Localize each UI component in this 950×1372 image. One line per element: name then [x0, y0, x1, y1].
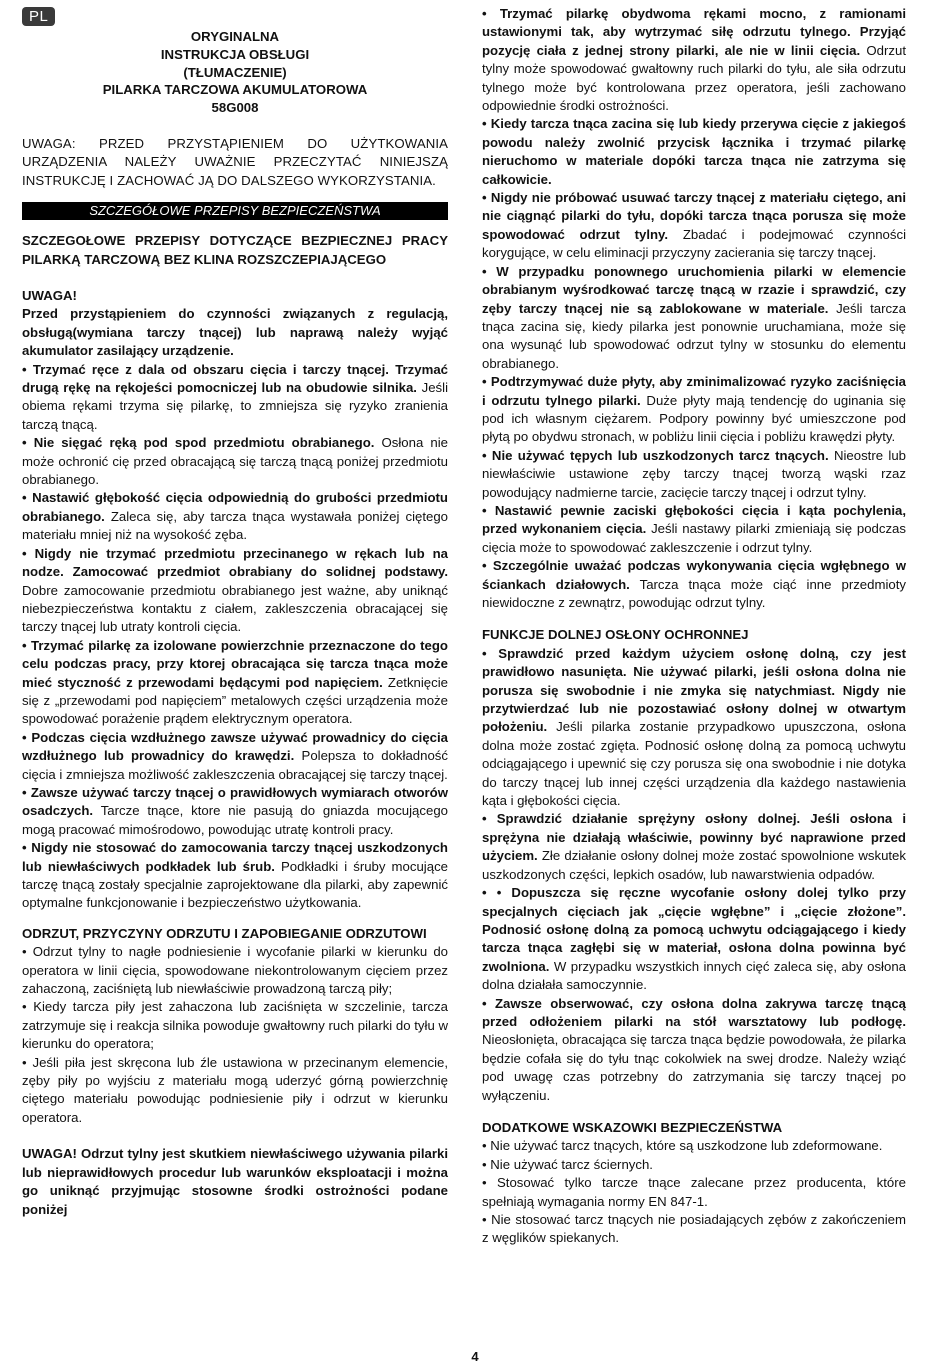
safety-item — [22, 839, 448, 913]
safety-item-text: Osłona nie może ochronić cię przed obracającą się tarczą tnącą poniżej przedmiotu obrabianego. — [22, 435, 448, 488]
additional-item: • Nie stosować tarcz tnących nie posiadających zębów z zakończeniem z węglików spiekanych. — [482, 1212, 906, 1246]
safety-item — [22, 361, 448, 435]
safety-item — [22, 729, 448, 784]
safety-item-text: Dobre zamocowanie przedmiotu obrabianego jest ważne, aby uniknąć niebezpieczeństwa kontaktu z ciałem, zakleszczenia obracającej się tarczy tnącej lub utraty kontroli cięcia. — [22, 582, 448, 635]
language-badge: PL — [22, 7, 55, 26]
section-bar: SZCZEGÓŁOWE PRZEPISY BEZPIECZEŃSTWA — [22, 202, 448, 220]
additional-list — [482, 1137, 906, 1247]
safety-item — [482, 995, 906, 1105]
safety-item — [482, 810, 906, 884]
right-column — [482, 5, 906, 1248]
document-title — [22, 28, 448, 117]
page-number: 4 — [471, 1349, 479, 1364]
safety-item-text: Zaleca się, aby tarcza tnąca wystawała poniżej ciętego materiału mniej niż na wysokość zęba. — [22, 508, 448, 543]
safety-item-bold: • Nigdy nie stosować do zamocowania tarczy tnącej uszkodzonych lub niewłaściwych podkładek lub śrub. — [22, 840, 448, 874]
safety-item-text: Złe działanie osłony dolnej może zostać spowolnione wskutek uszkodzonych części, lepkich osadów, lub nawarstwienia odpadów. — [482, 848, 906, 882]
heading-additional: DODATKOWE WSKAZOWKI BEZPIECZEŃSTWA — [482, 1119, 783, 1135]
uwaga-label: UWAGA! — [22, 288, 77, 304]
safety-item — [482, 884, 906, 994]
title-line: PILARKA TARCZOWA AKUMULATOROWA — [102, 82, 368, 98]
safety-item — [22, 637, 448, 729]
additional-item: • Stosować tylko tarcze tnące zalecane przez producenta, które spełniają wymagania normy EN 847-1. — [482, 1175, 906, 1209]
heading-lower-guard: FUNKCJE DOLNEJ OSŁONY OCHRONNEJ — [482, 627, 749, 643]
title-line: ORYGINALNA — [190, 29, 280, 44]
kickback-item: • Kiedy tarcza piły jest zahaczona lub zaciśnięta w szczelinie, tarcza zatrzymuje się i reakcja silnika powoduje gwałtowny ruch pilarki do tyłu w kierunku do operatora; — [22, 999, 448, 1052]
model-number: 58G008 — [211, 100, 259, 116]
safety-item — [482, 189, 906, 263]
left-column — [22, 28, 448, 1219]
safety-item — [482, 115, 906, 189]
safety-item-bold: • Trzymać pilarkę obydwoma rękami mocno, z ramionami ustawionymi tak, aby wytrzymać siłę odrzutu tylnego. Przyjąć pozycję ciała z jednej strony pilarki, ale nie w linii cięcia. — [482, 6, 906, 58]
safety-item-bold: • Zawsze używać tarczy tnącej o prawidłowych wymiarach otworów osadczych. — [22, 784, 448, 819]
safety-item-bold: • Trzymać pilarkę za izolowane powierzchnie przeznaczone do tego celu podczas pracy, przy ktorej obracająca się tarcza tnąca może mieć styczność z przewodami będącymi pod napięciem. — [22, 637, 448, 690]
safety-item-text: Odrzut tylny może spowodować gwałtowny ruch pilarki do tyłu, ale siła odrzutu tylnego może być kontrolowana przez operatora, jeśli zachowano odpowiednie środki ostrożności. — [482, 42, 906, 114]
safety-item-bold: • W przypadku ponownego uruchomienia pilarki w elemencie obrabianym wyśrodkować tarczę tnącą w rzazie i sprawdzić, czy zęby tarczy tnącej nie są zablokowane w materiale. — [482, 263, 906, 316]
safety-item-bold: • Nastawić głębokość cięcia odpowiednią do grubości przedmiotu obrabianego. — [22, 490, 448, 524]
final-warning: UWAGA! Odrzut tylny jest skutkiem niewłaściwego używania pilarki lub nieprawidłowych procedur lub warunków eksploatacji i można go uniknąć przyjmując stosowne środki ostrożności podane poniżej — [22, 1146, 448, 1217]
safety-item-text: Jeśli obiema rękami trzyma się pilarkę, to zmniejsza się ryzyko zranienia tarczą tnącą. — [22, 380, 448, 432]
safety-item-bold: • Sprawdzić przed każdym użyciem osłonę dolną, czy jest prawidłowo nasunięta. Nie używać pilarki, jeśli osłona dolna nie porusza się swobodnie i nie zmyka się natychmiast. Nigdy nie przytwierdzać lub nie pozostawiać osłony dolnej w otwartym położeniu. — [482, 645, 906, 735]
safety-item — [482, 645, 906, 811]
safety-item-bold: • Trzymać ręce z dala od obszaru cięcia i tarczy tnącej. Trzymać drugą rękę na rękojeści pomocniczej lub na obudowie silnika. — [22, 361, 448, 396]
safety-item — [482, 373, 906, 447]
safety-item-text: Nieostre lub niewłaściwie ustawione zęby tarczy tnącej tworzą wąski rzaz powodujący nadmierne tarcie, zacięcie tarczy tnącej i odrzut tylny. — [482, 447, 906, 500]
safety-item-text: Polepsza to dokładność cięcia i zmniejsza możliwość zakleszczenia obracającej się tarczy tnącej. — [22, 748, 448, 782]
safety-item-text: Zbadać i podejmować czynności korygujące, w celu eliminacji przyczyny zacierania się tarczy tnącej. — [482, 226, 906, 261]
additional-item: • Nie używać tarcz tnących, które są uszkodzone lub zdeformowane. — [482, 1138, 883, 1154]
safety-item-bold: • Podtrzymywać duże płyty, aby zminimalizować ryzyko zaciśnięcia i odrzutu tylnego pilarki. — [482, 374, 906, 408]
safety-item-bold: • Nigdy nie próbować usuwać tarczy tnącej z materiału ciętego, ani nie ciągnąć pilarki do tyłu, dopóki tarcza tnąca porusza się może spowodować odrzut tylny. — [482, 190, 906, 242]
safety-item — [22, 784, 448, 839]
safety-item-text: Duże płyty mają tendencję do uginania się pod ich własnym ciężarem. Podpory powinny być umieszczone pod płytą po obydwu stronach, w pobliżu linii cięcia i pobliżu krawędzi płyty. — [482, 392, 907, 445]
title-line: (TŁUMACZENIE) — [183, 64, 287, 80]
safety-item — [482, 5, 906, 115]
safety-item-text: W przypadku wszystkich innych cięć zaleca się, aby osłona dolna działała samoczynnie. — [482, 958, 906, 993]
safety-item-text: Nieosłonięta, obracająca się tarcza tnąca będzie powodowała, że pilarka będzie cofała się do tyłu tnąc cokolwiek na swej drodze. Należy wziąć pod uwagę czas potrzebny do zatrzymania się tarczy tnącej po wyłączeniu. — [482, 1032, 906, 1103]
safety-item-text: Tarcza tnąca może ciąć inne przedmioty niewidoczne z zewnątrz, powodując odrzut tylny. — [482, 576, 906, 610]
safety-item — [482, 502, 906, 557]
safety-item-bold: • Nie używać tępych lub uszkodzonych tarcz tnących. — [482, 447, 829, 463]
safety-item — [22, 434, 448, 489]
left-safety-list — [22, 361, 448, 913]
safety-item-text: Zetknięcie się z „przewodami pod napięciem” metalowych części urządzenia może spowodować porażenie prądem elektrycznym operatora. — [22, 674, 448, 727]
safety-item-bold: • Nigdy nie trzymać przedmiotu przecinanego w rękach lub na nodze. Zamocować przedmiot obrabiany do solidnej podstawy. — [22, 545, 448, 580]
safety-item — [482, 263, 906, 373]
right-safety-list — [482, 5, 906, 612]
kickback-item: • Odrzut tylny to nagłe podniesienie i wycofanie pilarki w kierunku do operatora w linii cięcia, spowodowane niekontrolowanym cięciem przez zahaczoną, zaciśniętą lub niewłaściwie prowadzoną tarczą piły; — [22, 944, 448, 997]
safety-item-bold: • Zawsze obserwować, czy osłona dolna zakrywa tarczę tnącą przed odłożeniem pilarki na stół warsztatowy lub podłogę. — [482, 995, 906, 1029]
uwaga-text: Przed przystąpieniem do czynności związanych z regulacją, obsługą(wymiana tarczy tnącej) lub naprawą należy wyjąć akumulator zasilający urządzenie. — [22, 306, 448, 359]
kickback-item: • Jeśli piła jest skręcona lub źle ustawiona w przecinanym elemencie, zęby piły po wyjściu z materiału mogą uderzyć górną powierzchnię ciętego materiału powodując podniesienie piły i odrzut w kierunku operatora. — [22, 1054, 448, 1125]
safety-item-bold: • • Dopuszcza się ręczne wycofanie osłony dolej tylko przy specjalnych cięciach jak „cięcie wgłębne” i „cięcie złożone”. Podnosić osłonę dolną za pomocą uchwytu odciągającego i kiedy tarcza tnąca zagłębi się w materiał, osłona dolna powinna być zwolniona. — [482, 885, 906, 974]
safety-item-bold: • Nastawić pewnie zaciski głębokości cięcia i kąta pochylenia, przed wykonaniem cięcia. — [482, 502, 906, 537]
safety-item-bold: • Sprawdzić działanie sprężyny osłony dolnej. Jeśli osłona i sprężyna nie działają właściwie, powinny być naprawione przed użyciem. — [482, 811, 906, 864]
safety-item-bold: • Kiedy tarcza tnąca zacina się lub kiedy przerywa cięcie z jakiegoś powodu należy zwolnić przycisk łącznika i trzymać pilarkę nieruchomo w materiale dopóki tarcza tnąca nie zatrzyma się całkowicie. — [482, 116, 906, 187]
heading-kickback: ODRZUT, PRZYCZYNY ODRZUTU I ZAPOBIEGANIE ODRZUTOWI — [22, 925, 427, 941]
heading-no-riving-knife: SZCZEGOŁOWE PRZEPISY DOTYCZĄCE BEZPIECZNEJ PRACY PILARKĄ TARCZOWĄ BEZ KLINA ROZSZCZEPIAJĄCEGO — [22, 233, 448, 267]
safety-item-text: Jeśli tarcza tnąca zacina się, kiedy pilarka jest ponownie uruchamiana, może się ona wysunąć lub spowodować odrzut tylny w stosunku do elementu obrabianego. — [482, 300, 906, 371]
safety-item-text: Jeśli nastawy pilarki zmieniają się podczas cięcia może to spowodować zakleszczenie i odrzut tylny. — [482, 521, 906, 555]
safety-item-text: Tarcze tnące, ktore nie pasują do gniazda mocującego mogą pracować mimośrodowo, powodując utratę kontroli pracy. — [22, 803, 448, 837]
safety-item-bold: • Szczególnie uważać podczas wykonywania cięcia wgłębnego w ściankach działowych. — [482, 558, 906, 592]
title-line: INSTRUKCJA OBSŁUGI — [160, 46, 310, 62]
safety-item-text: Podkładki i śruby mocujące tarczę tnącą zostały specjalnie zaprojektowane dla pilarki, aby zapewnić optymalne funkcjonowanie i bezpieczeństwo użytkowania. — [22, 858, 448, 911]
safety-item-bold: • Podczas cięcia wzdłużnego zawsze używać prowadnicy do cięcia wzdłużnego lub prowadnicy do krawędzi. — [22, 729, 448, 764]
additional-item: • Nie używać tarcz ściernych. — [482, 1156, 653, 1172]
kickback-list — [22, 943, 448, 1127]
safety-item — [22, 545, 448, 637]
safety-item-text: Jeśli pilarka zostanie przypadkowo upuszczona, osłona dolna może zostać zgięta. Podnosić osłonę dolną za pomocą uchwytu odciągającego i upewnić się czy porusza się ona swobodnie i nie dotyka do tarczy tnącej lub innej części urządzenia dla każdego nastawienia kąta i głębokości cięcia. — [482, 719, 906, 809]
guard-list — [482, 645, 906, 1105]
safety-item — [22, 489, 448, 544]
intro-warning: UWAGA: PRZED PRZYSTĄPIENIEM DO UŻYTKOWANIA URZĄDZENIA NALEŻY UWAŻNIE PRZECZYTAĆ NINIEJSZĄ INSTRUKCJĘ I ZACHOWAĆ JĄ DO DALSZEGO WYKORZYSTANIA. — [22, 135, 448, 188]
safety-item — [482, 447, 906, 502]
safety-item-bold: • Nie sięgać ręką pod spod przedmiotu obrabianego. — [22, 435, 375, 451]
safety-item — [482, 557, 906, 612]
